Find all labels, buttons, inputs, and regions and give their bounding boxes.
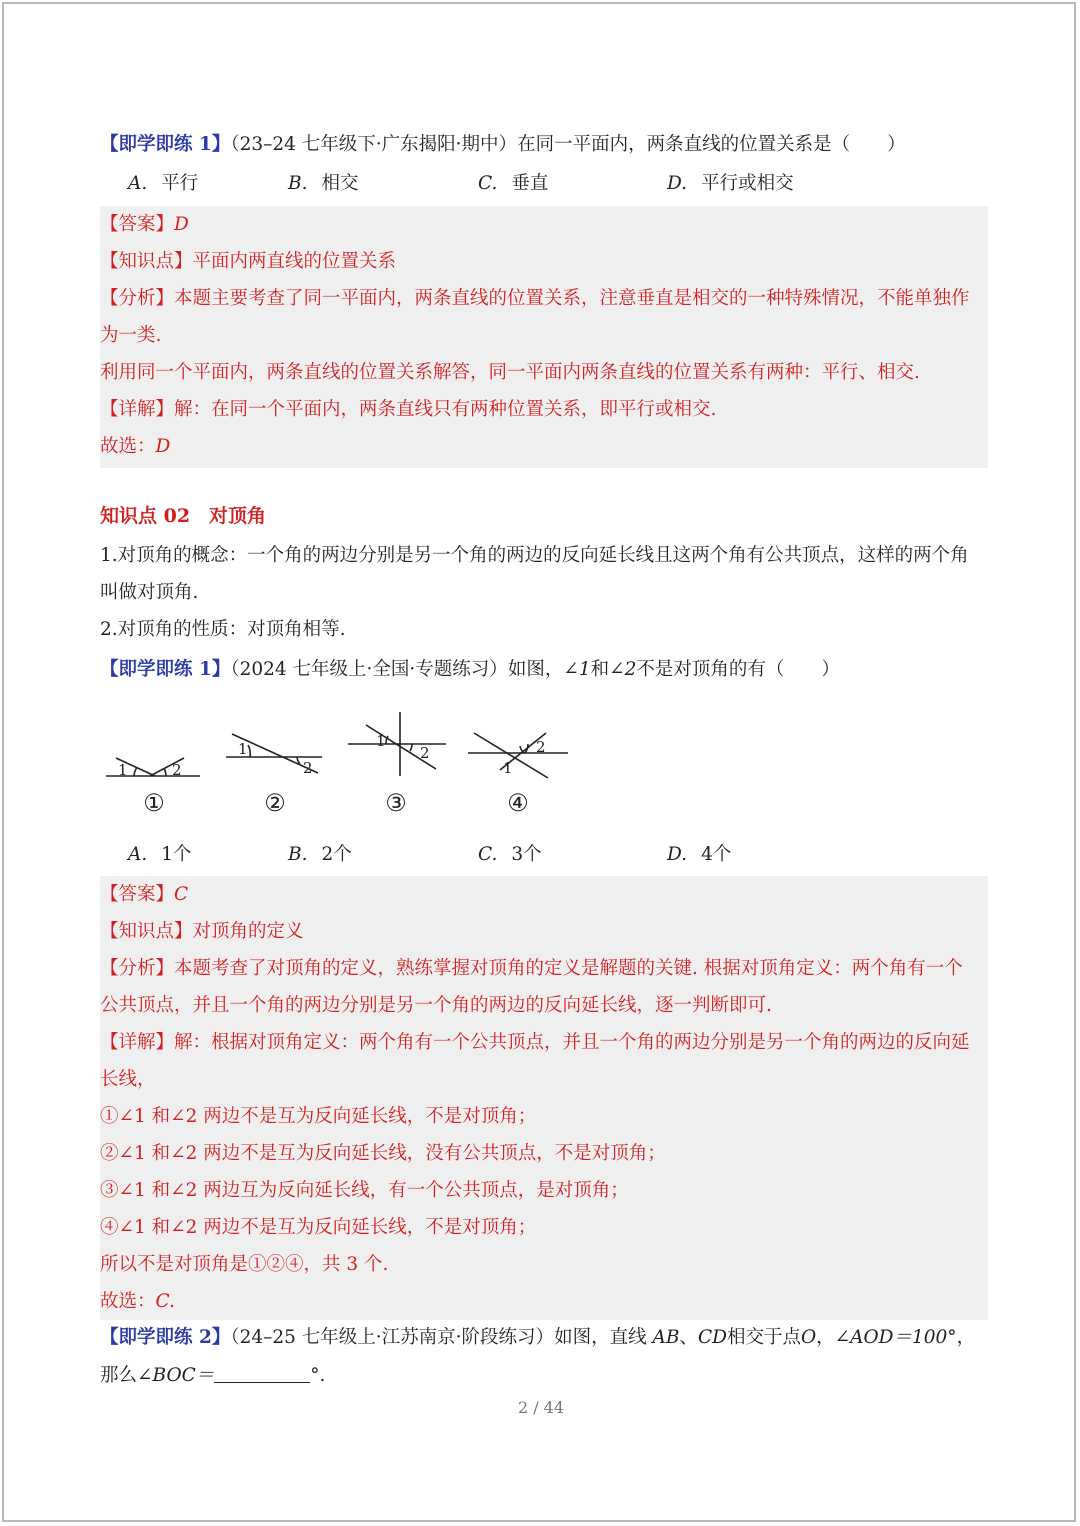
figure-angle-2: 2	[536, 738, 546, 756]
analysis-line: 利用同一个平面内，两条直线的位置关系解答，同一平面内两条直线的位置关系有两种：平行、相交.	[100, 362, 920, 383]
question-3-stem: 【即学即练 2】（24–25 七年级上·江苏南京·阶段练习）如图，直线 AB、CD相交于点O，∠AOD＝100°，	[100, 1327, 976, 1348]
detail-line: 长线，	[100, 1069, 156, 1090]
question-2-stem: 【即学即练 1】（2024 七年级上·全国·专题练习）如图，∠1和∠2不是对顶角的有（ ）	[100, 659, 840, 680]
figure-angle-1: 1	[118, 761, 128, 779]
option-d: D. 平行或相交	[667, 173, 794, 194]
figure-4-diagram	[468, 733, 568, 778]
detail-item: ③∠1 和∠2 两边互为反向延长线，有一个公共顶点，是对顶角；	[100, 1180, 629, 1201]
question-1-stem	[100, 126, 906, 163]
option-a: A. 1个	[128, 844, 192, 865]
option-c: C. 垂直	[478, 173, 549, 194]
figure-label: ③	[385, 789, 407, 817]
option-b: B. 相交	[288, 173, 359, 194]
figure-3-diagram	[348, 712, 446, 776]
option-a: A. 平行	[128, 173, 199, 194]
answer-line: 【答案】D	[100, 214, 189, 235]
solution-box-1	[100, 206, 988, 468]
solution-box-2	[100, 876, 988, 1320]
analysis-line: 【分析】本题考查了对顶角的定义，熟练掌握对顶角的定义是解题的关键. 根据对顶角定义：两个角有一个	[100, 958, 963, 979]
choose-line: 故选：D	[100, 436, 171, 457]
figure-angle-1: 1	[503, 759, 513, 777]
document-page	[2, 2, 1076, 1522]
conclusion-line: 所以不是对顶角是①②④，共 3 个.	[100, 1254, 389, 1275]
angle-figures	[100, 706, 580, 826]
figure-angle-2: 2	[303, 759, 313, 777]
analysis-line: 为一类.	[100, 325, 162, 346]
question-source: （24–25 七年级上·江苏南京·阶段练习）	[230, 1327, 555, 1348]
answer-blank[interactable]	[214, 1364, 310, 1383]
question-text: 在同一平面内，两条直线的位置关系是（ ）	[517, 134, 906, 155]
detail-item: ②∠1 和∠2 两边不是互为反向延长线，没有公共顶点，不是对顶角；	[100, 1143, 666, 1164]
analysis-line: 【分析】本题主要考查了同一平面内，两条直线的位置关系，注意垂直是相交的一种特殊情况，不能单独作	[100, 288, 970, 309]
option-c: C. 3个	[478, 844, 542, 865]
figure-angle-2: 2	[420, 744, 430, 762]
question-3-line2: 那么∠BOC＝ °.	[100, 1365, 326, 1386]
figure-label: ②	[264, 789, 286, 817]
figure-label: ①	[143, 789, 165, 817]
question-source: （23–24 七年级下·广东揭阳·期中）	[230, 134, 518, 155]
choose-line: 故选：C.	[100, 1291, 175, 1312]
option-d: D. 4个	[667, 844, 732, 865]
analysis-line: 公共顶点，并且一个角的两边分别是另一个角的两边的反向延长线，逐一判断即可.	[100, 995, 772, 1016]
page-number: 2 / 44	[517, 1398, 565, 1417]
figure-angle-1: 1	[238, 740, 248, 758]
concept-text: 叫做对顶角.	[100, 582, 199, 603]
knowledge-point-line: 【知识点】平面内两直线的位置关系	[100, 251, 397, 272]
figure-label: ④	[507, 789, 529, 817]
answer-line: 【答案】C	[100, 884, 189, 905]
detail-item: ①∠1 和∠2 两边不是互为反向延长线，不是对顶角；	[100, 1106, 537, 1127]
question-tag: 【即学即练 2】	[100, 1327, 231, 1348]
concept-text: 1.对顶角的概念：一个角的两边分别是另一个角的两边的反向延长线且这两个角有公共顶点，这样的两个角	[100, 545, 969, 566]
question-source: （2024 七年级上·全国·专题练习）	[230, 659, 508, 680]
question-tag: 【即学即练 1】	[100, 659, 231, 680]
detail-item: ④∠1 和∠2 两边不是互为反向延长线，不是对顶角；	[100, 1217, 537, 1238]
property-text: 2.对顶角的性质：对顶角相等.	[100, 619, 346, 640]
question-tag: 【即学即练 1】	[100, 134, 231, 155]
detail-line: 【详解】解：在同一个平面内，两条直线只有两种位置关系，即平行或相交.	[100, 399, 717, 420]
figure-angle-1: 1	[376, 732, 386, 750]
option-b: B. 2个	[288, 844, 352, 865]
figure-angle-2: 2	[172, 761, 182, 779]
knowledge-point-line: 【知识点】对顶角的定义	[100, 921, 304, 942]
section-title: 知识点 02 对顶角	[100, 505, 267, 527]
detail-line: 【详解】解：根据对顶角定义：两个角有一个公共顶点，并且一个角的两边分别是另一个角的两边的反向延	[100, 1032, 970, 1053]
